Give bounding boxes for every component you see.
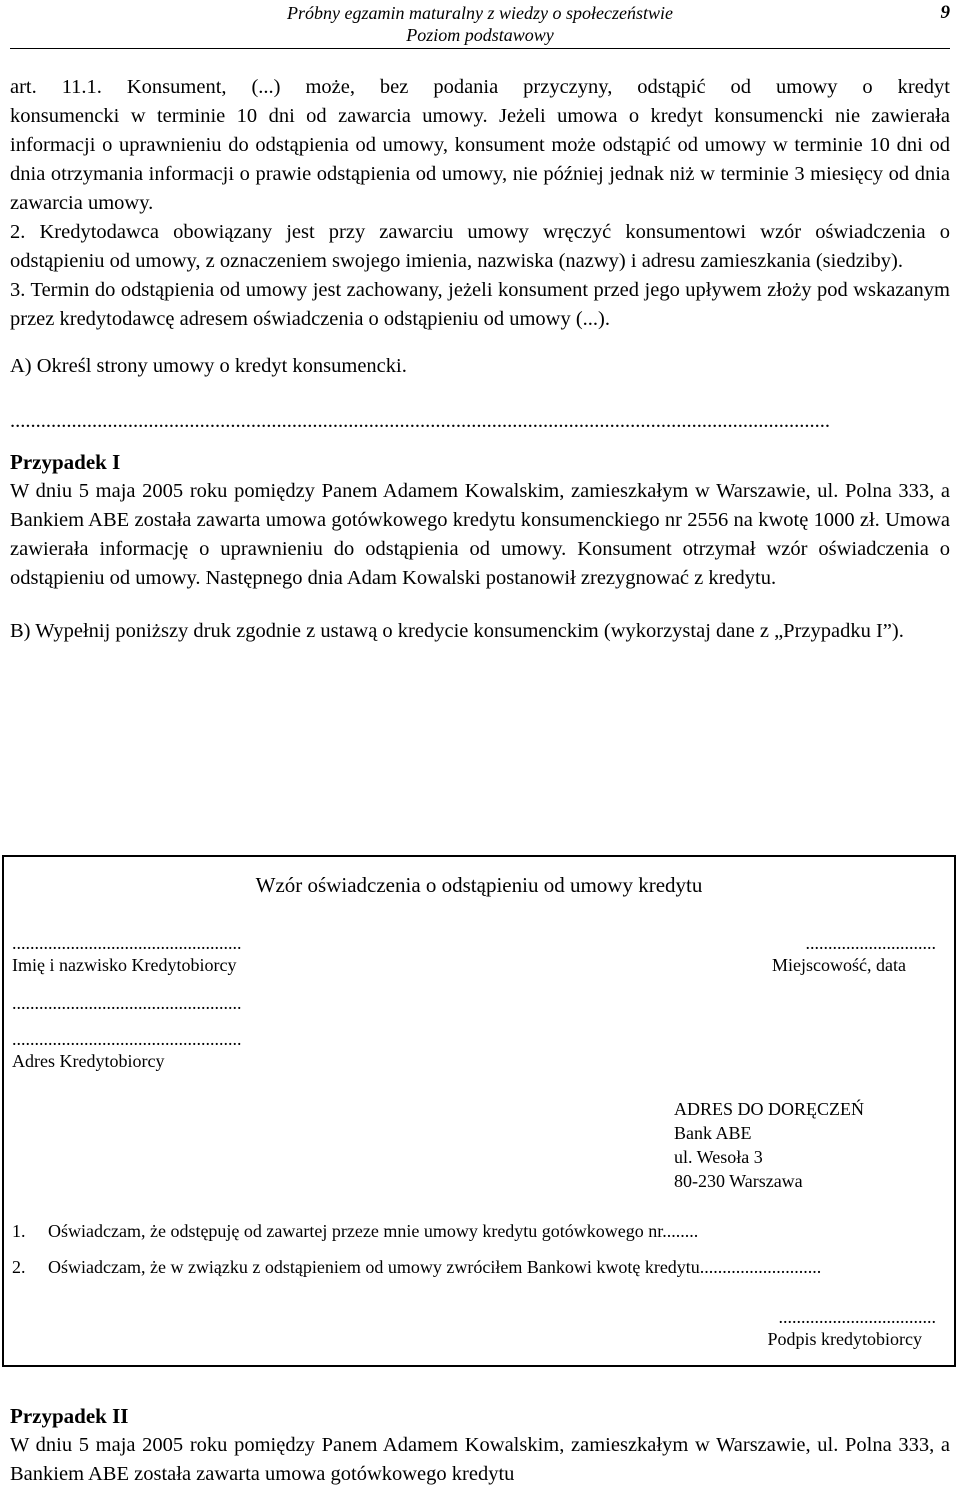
borrower-address-label: Adres Kredytobiorcy: [12, 1051, 165, 1071]
law-article-paragraph-3: 3. Termin do odstąpienia od umowy jest zachowany, jeżeli konsument przed jego upływem złoży pod wskazanym przez kredytodawcę adresem oświadczenia o odstąpieniu od umowy (...).: [10, 279, 950, 330]
case-1-title: Przypadek I: [10, 450, 121, 474]
law-article-first-line: art. 11.1. Konsument, (...) może, bez podania przyczyny, odstąpić od umowy o kredyt: [10, 76, 950, 98]
statement-2-text[interactable]: Oświadczam, że w związku z odstąpieniem od umowy zwróciłem Bankowi kwotę kredytu...........................: [48, 1257, 822, 1277]
document-body: [10, 73, 950, 646]
delivery-city: 80-230 Warszawa: [674, 1171, 803, 1191]
answer-line[interactable]: ................................................................................................................................................................: [10, 410, 830, 432]
borrower-name-label: Imię i nazwisko Kredytobiorcy: [12, 955, 237, 975]
exam-level: Poziom podstawowy: [406, 25, 554, 45]
borrower-address-field-1[interactable]: ...................................................: [12, 993, 242, 1013]
delivery-street: ul. Wesoła 3: [674, 1147, 763, 1167]
form-title: Wzór oświadczenia o odstąpieniu od umowy kredytu: [255, 873, 703, 897]
signature-label: Podpis kredytobiorcy: [767, 1329, 922, 1349]
question-a: A) Określ strony umowy o kredyt konsumencki.: [10, 355, 407, 377]
place-date-field[interactable]: .............................: [805, 933, 936, 953]
delivery-bank-name: Bank ABE: [674, 1123, 752, 1143]
case-2-section: [10, 1402, 950, 1489]
page-number: 9: [940, 2, 950, 23]
case-1-text: W dniu 5 maja 2005 roku pomiędzy Panem Adamem Kowalskim, zamieszkałym w Warszawie, ul. Polna 333, a Bankiem ABE została zawarta umowa gotówkowego kredytu konsumenckiego nr 2556 na kwotę 1000 zł. Umowa zawierała informację o uprawnieniu do odstąpienia od umowy. Konsument otrzymał wzór oświadczenia o odstąpieniu od umowy. Następnego dnia Adam Kowalski postanowił zrezygnować z kredytu.: [10, 480, 950, 589]
statement-1-text[interactable]: Oświadczam, że odstępuję od zawartej przeze mnie umowy kredytu gotówkowego nr........: [48, 1221, 699, 1241]
statement-1-number: 1.: [12, 1221, 26, 1241]
question-b: B) Wypełnij poniższy druk zgodnie z ustawą o kredycie konsumenckim (wykorzystaj dane z „Przypadku I”).: [10, 620, 904, 642]
borrower-name-field[interactable]: ...................................................: [12, 933, 242, 953]
withdrawal-form: [2, 855, 956, 1367]
delivery-address-heading: ADRES DO DORĘCZEŃ: [674, 1099, 865, 1119]
place-date-label: Miejscowość, data: [772, 955, 906, 975]
law-article-paragraph-1: konsumencki w terminie 10 dni od zawarcia umowy. Jeżeli umowa o kredyt konsumencki nie zawierała informacji o uprawnieniu do odstąpienia od umowy, konsument może odstąpić od umowy w terminie 10 dni od dnia otrzymania informacji o prawie odstąpienia od umowy, nie później jednak niż w terminie 3 miesięcy od dnia zawarcia umowy.: [10, 105, 950, 214]
borrower-address-field-2[interactable]: ...................................................: [12, 1029, 242, 1049]
exam-title: Próbny egzamin maturalny z wiedzy o społeczeństwie: [287, 3, 673, 23]
signature-field[interactable]: ...................................: [778, 1307, 936, 1327]
case-2-title: Przypadek II: [10, 1404, 129, 1428]
law-article-paragraph-2: 2. Kredytodawca obowiązany jest przy zawarciu umowy wręczyć konsumentowi wzór oświadczenia o odstąpieniu od umowy, z oznaczeniem swojego imienia, nazwiska (nazwy) i adresu zamieszkania (siedziby).: [10, 221, 950, 272]
case-2-text: W dniu 5 maja 2005 roku pomiędzy Panem Adamem Kowalskim, zamieszkałym w Warszawie, ul. Polna 333, a Bankiem ABE została zawarta umowa gotówkowego kredytu: [10, 1434, 950, 1485]
statement-2-number: 2.: [12, 1257, 26, 1277]
page-header: [10, 0, 950, 49]
